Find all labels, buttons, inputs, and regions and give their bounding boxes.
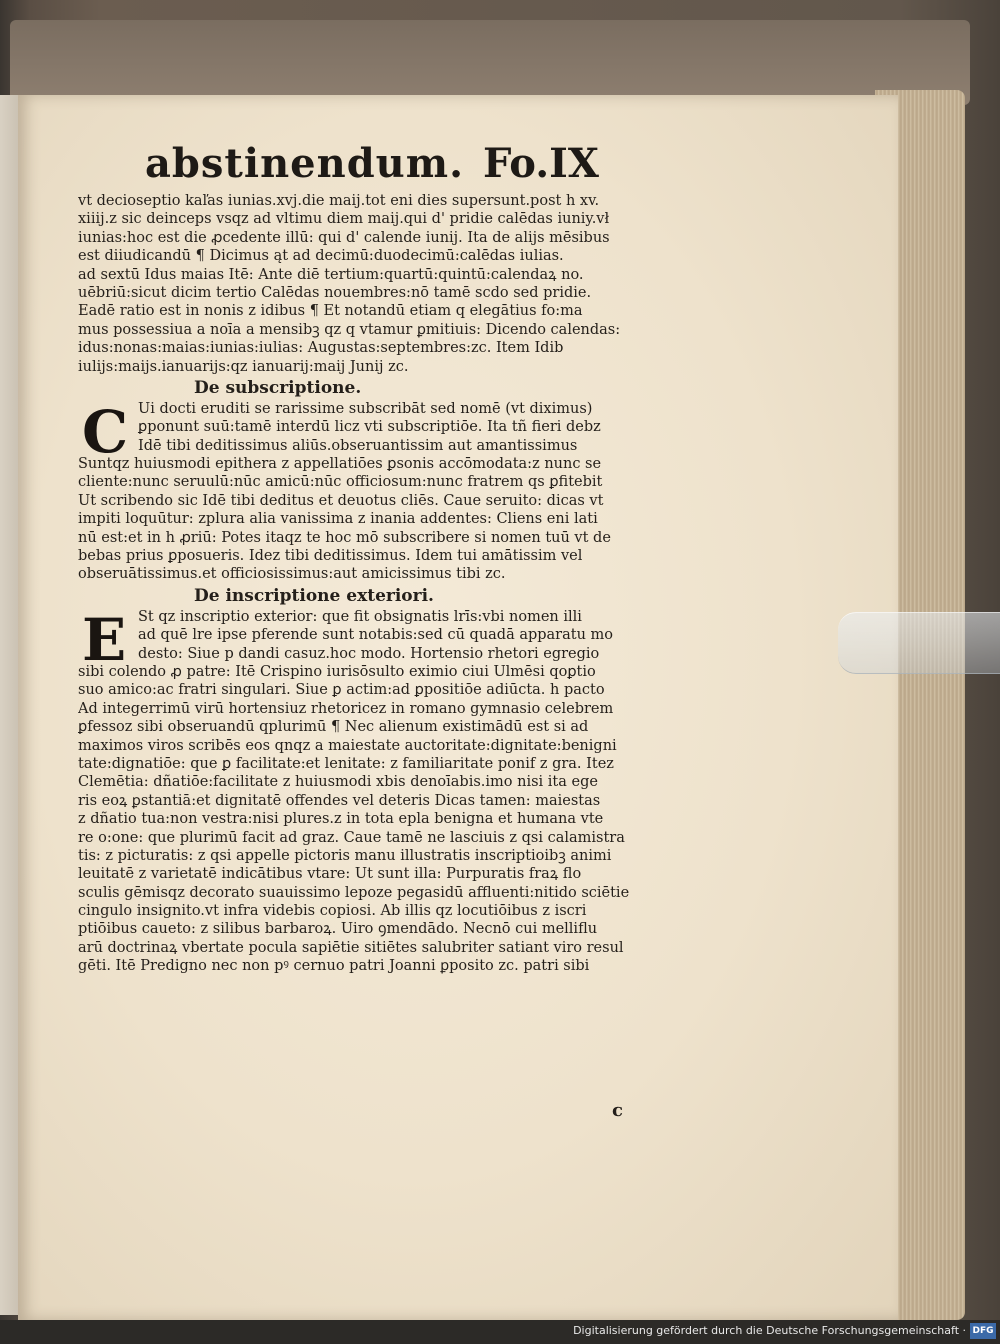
text-line: Ut scribendo sic Idē tibi deditus et deuotus cliēs. Caue seruito: dicas vt [78,492,604,509]
text-line: sculis gēmisqz decorato suauissimo lepoze pegasidū affluenti:nitido sciētie [78,884,630,901]
text-line: Suntqz huiusmodi epithera z appellatiōes ꝑsonis accōmodata:z nunc se [78,456,602,473]
text-line: obseruātissimus.et officiosissimus:aut amicissimus tibi zc. [78,566,506,583]
funding-credit: Digitalisierung gefördert durch die Deutsche Forschungsgemeinschaft · [573,1324,966,1337]
text-line: ꝑfessoz sibi obseruandū qplurimū ¶ Nec alienum existimādū est si ad [78,719,589,736]
section-heading-subscription: De subscriptione. [194,377,362,398]
text-line: ptiōibus caueto: z silibus barbaroꝝ. Uiro ꝯmendādo. Necnō cui melliflu [78,921,598,938]
text-line: ris eoꝝ ꝑstantiā:et dignitatē offendes vel deteris Dicas tamen: maiestas [78,792,601,809]
text-line: maximos viros scribēs eos qnqz a maiestate auctoritate:dignitate:benigni [78,737,617,754]
text-line: mus possessiua a noīa a mensibꝫ qz q vtamur ꝑmitiuis: Dicendo calendas: [78,321,621,338]
text-line: est diiudicandū ¶ Dicimus ąt ad decimū:duodecimū:calēdas iulias. [78,248,564,265]
text-line: xiiij.z sic deinceps vsqz ad vltimu diem maij.qui d' pridie calēdas iuniy.vł [78,211,610,228]
text-line: Idē tibi deditissimus aliūs.obseruantissim aut amantissimus [138,437,578,454]
text-line: St qz inscriptio exterior: que fit obsignatis lrīs:vbi nomen illi [138,608,582,625]
catchword: c [612,1100,623,1121]
text-line: gēti. Itē Predigno nec non pꝰ cernuo patri Joanni ꝑposito zc. patri sibi [78,958,590,975]
section-inscription [78,605,678,976]
text-line: arū doctrinaꝝ vbertate pocula sapiētie sitiētes salubriter satiant viro resul [78,939,624,956]
text-line: Clemētia: dñatiōe:facilitate z huiusmodi xbis denoīabis.imo nisi ita ege [78,774,598,791]
text-line: tis: z picturatis: z qsi appelle pictoris manu illustratis inscriptioibꝫ animi [78,847,612,864]
folio-number: Fo.IX [483,140,599,187]
text-line: ad quē lre ipse pferende sunt notabis:sed cū quadā apparatu mo [138,627,614,644]
text-line: Ui docti eruditi se rarissime subscribāt sed nomē (vt diximus) [138,400,593,417]
text-line: uēbriū:sicut dicim tertio Calēdas nouembres:nō tamē scdo sed pridie. [78,284,592,301]
footer-bar [0,1320,1000,1344]
text-line: suo amico:ac fratri singulari. Siue ꝑ actim:ad ꝑpositiōe adiūcta. h pacto [78,682,605,699]
text-line: tate:dignatiōe: que ꝑ facilitate:et lenitate: z familiaritate ponif z gra. Itez [78,755,614,772]
page-header [145,140,615,192]
text-line: iunias:hoc est die ꝓcedente illū: qui d' calende iunij. Ita de alijs mēsibus [78,229,610,246]
running-head: abstinendum. [145,140,464,187]
section-heading-inscription: De inscriptione exteriori. [194,585,434,606]
text-line: leuitatē z varietatē indicātibus vtare: Ut sunt illa: Purpuratis fraꝝ flo [78,866,582,883]
text-line: z dñatio tua:non vestra:nisi plures.z in tota epla benigna et humana vte [78,811,604,828]
text-line: ad sextū Idus maias Itē: Ante diē tertium:quartū:quintū:calendaꝝ no. [78,266,584,283]
text-line: ꝑponunt suū:tamē interdū licz vti subscriptiōe. Ita tñ fieri debz [138,419,601,436]
text-line: iulijs:maijs.ianuarijs:qz ianuarij:maij Junij zc. [78,358,409,375]
text-line: sibi colendo ꝓ patre: Itē Crispino iurisōsulto eximio ciui Ulmēsi qoꝑtio [78,663,596,680]
text-line: Eadē ratio est in nonis z idibus ¶ Et notandū etiam q elegātius fo:ma [78,303,583,320]
text-line: bebas prius ꝑposueris. Idez tibi deditissimus. Idem tui amātissim vel [78,548,583,565]
section-subscription [78,397,678,584]
text-line: cliente:nunc seruulū:nūc amicū:nūc officiosum:nunc fratrem qs ꝑfitebit [78,474,603,491]
page-holder-clip [838,612,1000,674]
text-line: idus:nonas:maias:iunias:iulias: Augustas:septembres:zc. Item Idib [78,340,564,357]
text-column [78,192,678,976]
dfg-logo: DFG [970,1323,996,1339]
text-line: re o:one: que plurimū facit ad graz. Caue tamē ne lasciuis z qsi calamistra [78,829,625,846]
decorated-initial: C [82,397,129,466]
book-cover-top [10,20,970,105]
text-line: cingulo insignito.vt infra videbis copiosi. Ab illis qz locutiōibus z iscri [78,903,587,920]
text-line: impiti loquūtur: zplura alia vanissima z inania addentes: Cliens eni lati [78,511,598,528]
text-line: vt decioseptio kaľas iunias.xvj.die maij.tot eni dies supersunt.post h xv. [78,193,600,209]
text-line: nū est:et in h ꝓriū: Potes itaqz te hoc mō subscribere si nomen tuū vt de [78,529,611,546]
paragraph-calendar [78,192,678,376]
decorated-initial: E [82,605,127,674]
text-line: desto: Siue p dandi casuz.hoc modo. Hortensio rhetori egregio [138,645,600,662]
text-line: Ad integerrimū virū hortensiuz rhetoricez in romano gymnasio celebrem [78,700,614,717]
